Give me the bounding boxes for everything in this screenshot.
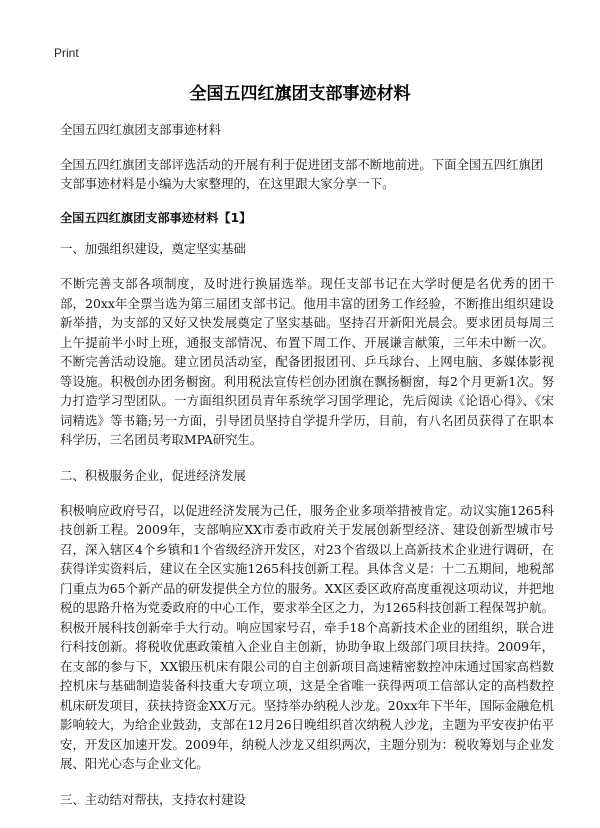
subheading-organization: 一、加强组织建设，奠定坚实基础	[60, 241, 246, 256]
intro-paragraph: 全国五四红旗团支部评选活动的开展有利于促进团支部不断地前进。下面全国五四红旗团支部事迹材料是小编为大家整理的，在这里跟大家分享一下。	[60, 157, 544, 191]
article-body	[60, 120, 554, 825]
paragraph-organization: 不断完善支部各项制度，及时进行换届选举。现任支部书记在大学时便是名优秀的团干部，20xx年全票当选为第三届团支部书记。他用丰富的团务工作经验，不断推出组织建设新举措，为支部的又好又快发展奠定了坚实基础。坚持召开新阳光晨会。要求团员每周三上午提前半小时上班，通报支部情况、布置下周工作、开展谦言献策，三年未中断一次。不断完善活动设施。建立团员活动室，配备团报团刊、乒乓球台、上网电脑、多媒体影视等设施。积极创办团务橱窗。利用税法宣传栏创办团旗在飘扬橱窗，每2个月更新1次。努力打造学习型团队。一方面组织团员青年系统学习国学理论，先后阅读《论语心得》、《宋词精选》等书籍;另一方面，引导团员坚持自学提升学历，目前，有八名团员获得了在职本科学历，三名团员考取MPA研究生。	[60, 276, 554, 447]
paragraph-service: 积极响应政府号召，以促进经济发展为己任，服务企业多项举措被肯定。动议实施1265科技创新工程。2009年，支部响应XX市委市政府关于发展创新型经济、建设创新型城市号召，深入辖区4个乡镇和1个省级经济开发区，对23个省级以上高新技术企业进行调研，在获得详实资料后，建议在全区实施1265科技创新工程。具体含义是：十二五期间，地税部门重点为65个新产品的研发提供全方位的服务。XX区委区政府高度重视这项动议，并把地税的思路升格为党委政府的中心工作，要求举全区之力，为1265科技创新工程保驾护航。积极开展科技创新牵手大行动。响应国家号召，牵手18个高新技术企业的团组织，联合进行科技创新。将税收优惠政策植入企业自主创新，协助争取上级部门项目扶持。2009年，在支部的参与下，XX锻压机床有限公司的自主创新项目高速精密数控冲床通过国家高档数控机床与基础制造装备科技重大专项立项，这是全省唯一获得两项工信部认定的高档数控机床研发项目，获扶持资金XX万元。坚持举办纳税人沙龙。20xx年下半年，国际金融危机影响较大，为给企业鼓劲，支部在12月26日晚组织首次纳税人沙龙，主题为平安夜护佑平安，开发区加速开发。2009年，纳税人沙龙又组织两次，主题分别为：税收筹划与企业发展、阳光心态与企业文化。	[60, 502, 554, 771]
article-subtitle: 全国五四红旗团支部事迹材料	[60, 122, 222, 137]
subheading-service: 二、积极服务企业，促进经济发展	[60, 467, 246, 483]
page-title: 全国五四红旗团支部事迹材料	[189, 84, 411, 104]
subheading-rural-support: 三、主动结对帮扶，支持农村建设	[60, 791, 246, 807]
section-heading: 全国五四红旗团支部事迹材料【1】	[60, 211, 252, 225]
print-link[interactable]: Print	[54, 46, 79, 60]
